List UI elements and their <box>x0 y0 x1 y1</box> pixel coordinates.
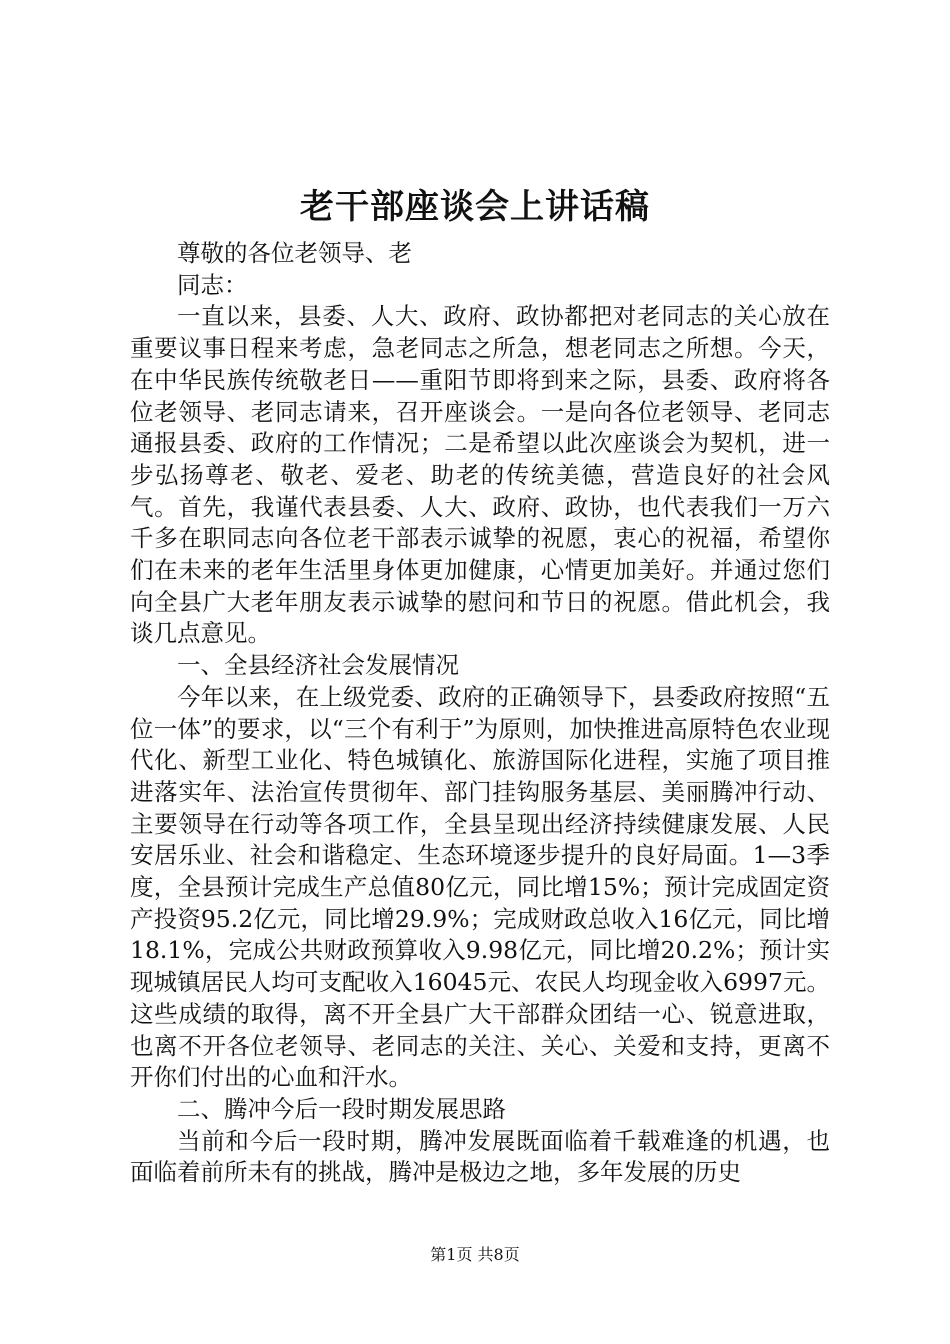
paragraph-economic-development: 今年以来，在上级党委、政府的正确领导下，县委政府按照“五位一体”的要求，以“三个有利于”为原则，加快推进高原特色农业现代化、新型工业化、特色城镇化、旅游国际化进程，实施了项目推进落实年、法治宣传贯彻年、部门挂钩服务基层、美丽腾冲行动、主要领导在行动等各项工作，全县呈现出经济持续健康发展、人民安居乐业、社会和谐稳定、生态环境逐步提升的良好局面。1—3季度，全县预计完成生产总值80亿元，同比增15%；预计完成固定资产投资95.2亿元，同比增29.9%；完成财政总收入16亿元，同比增18.1%，完成公共财政预算收入9.98亿元，同比增20.2%；预计实现城镇居民人均可支配收入16045元、农民人均现金收入6997元。这些成绩的取得，离不开全县广大干部群众团结一心、锐意进取，也离不开各位老领导、老同志的关注、关心、关爱和支持，更离不开你们付出的心血和汗水。 <box>130 682 830 1092</box>
section-heading-1: 一、全县经济社会发展情况 <box>177 651 459 680</box>
page-number-footer: 第1页 共8页 <box>430 1245 520 1264</box>
paragraph-opening: 一直以来，县委、人大、政府、政协都把对老同志的关心放在重要议事日程来考虑，急老同志之所急，想老同志之所想。今天，在中华民族传统敬老日——重阳节即将到来之际，县委、政府将各位老领导、老同志请来，召开座谈会。一是向各位老领导、老同志通报县委、政府的工作情况；二是希望以此次座谈会为契机，进一步弘扬尊老、敬老、爱老、助老的传统美德，营造良好的社会风气。首先，我谨代表县委、人大、政府、政协，也代表我们一万六千多在职同志向各位老干部表示诚挚的祝愿，衷心的祝福，希望你们在未来的老年生活里身体更加健康，心情更加美好。并通过您们向全县广大老年朋友表示诚挚的慰问和节日的祝愿。借此机会，我谈几点意见。 <box>130 302 830 648</box>
salutation-line-1: 尊敬的各位老领导、老 <box>177 239 412 267</box>
paragraph-development-outlook: 当前和今后一段时期，腾冲发展既面临着千载难逢的机遇，也面临着前所未有的挑战，腾冲是极边之地，多年发展的历史 <box>130 1126 830 1187</box>
document-body <box>130 238 830 1189</box>
document-title: 老干部座谈会上讲话稿 <box>300 187 650 227</box>
salutation-line-2: 同志： <box>177 270 248 299</box>
section-heading-2: 二、腾冲今后一段时期发展思路 <box>177 1094 506 1123</box>
